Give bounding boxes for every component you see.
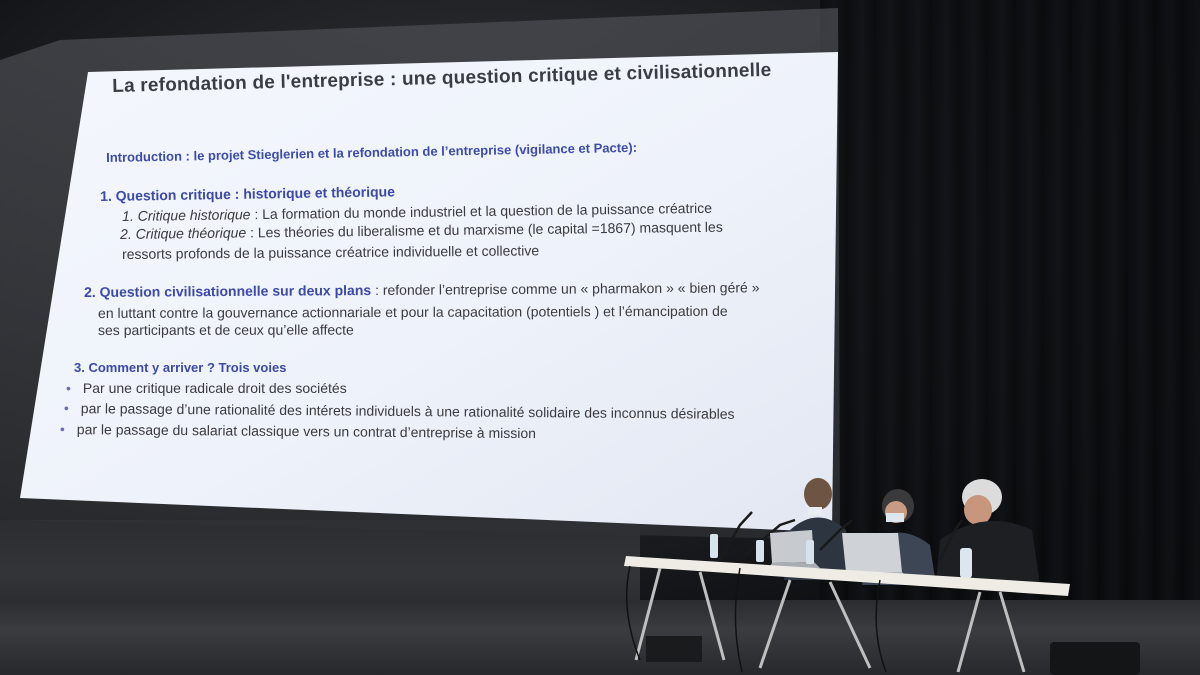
speaker-right xyxy=(936,479,1040,585)
bullet-dot: • xyxy=(63,400,69,417)
bullet-dot: • xyxy=(59,421,65,438)
section1-item2-continued: ressorts profonds de la puissance créatrice individuelle et collective xyxy=(122,242,540,262)
bullet-dot: • xyxy=(66,380,71,396)
slide-intro: Introduction : le projet Stieglerien et la refondation de l’entreprise (vigilance et Pacte): xyxy=(106,139,638,165)
section2-text2: en luttant contre la gouvernance actionnariale et pour la capacitation (potentiels ) et l’émancipation de xyxy=(98,302,728,321)
floor-speaker xyxy=(1050,642,1140,675)
bullet-text-2: par le passage d’une rationalité des intérets individuels à une rationalité solidaire des inconnus désirables xyxy=(80,400,735,422)
section1-heading: 1. Question critique : historique et théorique xyxy=(100,183,396,204)
bullet-text-1: Par une critique radicale droit des sociétés xyxy=(82,380,347,396)
section1-item1-text: : La formation du monde industriel et la question de la puissance créatrice xyxy=(250,199,713,223)
floor-box xyxy=(646,636,702,662)
slide-title: La refondation de l'entreprise : une question critique et civilisationnelle xyxy=(112,59,772,97)
section1-item2-text: : Les théories du liberalisme et du marxisme (le capital =1867) masquent les xyxy=(246,218,723,241)
section2-text1: : refonder l’entreprise comme un « pharmakon » « bien géré » xyxy=(371,279,760,298)
section2-text3: ses participants et de ceux qu’elle affecte xyxy=(98,321,354,338)
bullet-text-3: par le passage du salariat classique vers un contrat d’entreprise à mission xyxy=(76,421,537,442)
section1-item1-label: 1. Critique historique xyxy=(122,206,251,224)
section3-heading: 3. Comment y arriver ? Trois voies xyxy=(74,360,287,375)
section2-heading: 2. Question civilisationnelle sur deux plans xyxy=(84,281,372,300)
section1-item2-label: 2. Critique théorique xyxy=(120,224,247,242)
